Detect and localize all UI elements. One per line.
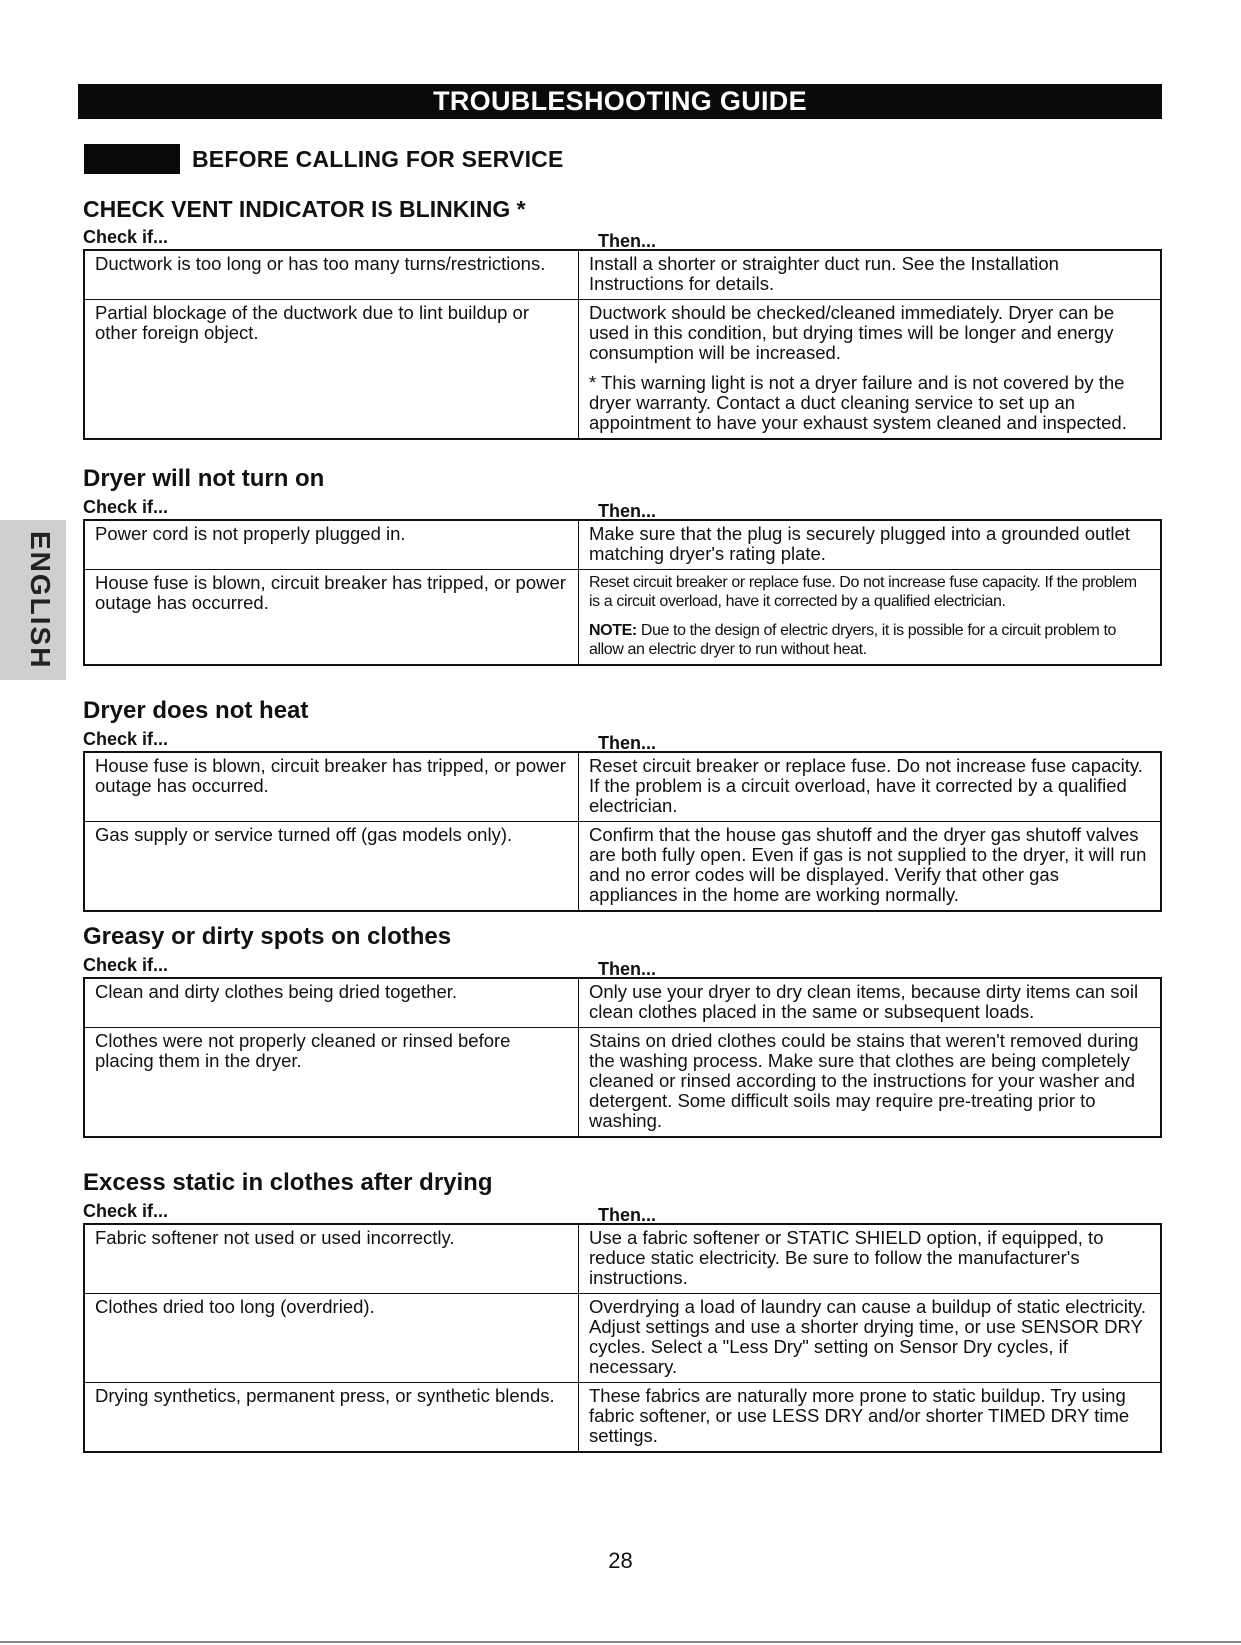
then-text: Overdrying a load of laundry can cause a buildup of static electricity. Adjust settings and use a shorter drying time, or use SENSOR DRY cycles. Select a "Less Dry" setting on Sensor Dry cycles, if necessary. (589, 1296, 1147, 1377)
then-text: Reset circuit breaker or replace fuse. Do not increase fuse capacity. If the problem is a circuit overload, have it corrected by a qualified electrician. (589, 574, 1137, 610)
then-cell (579, 822, 1162, 912)
then-text: Reset circuit breaker or replace fuse. Do not increase fuse capacity. If the problem is a circuit overload, have it corrected by a qualified electrician. (589, 755, 1143, 816)
troubleshooting-table (83, 519, 1162, 666)
column-headers (83, 1197, 1162, 1223)
then-cell (579, 1224, 1162, 1294)
check-cell: Partial blockage of the ductwork due to lint buildup or other foreign object. (84, 300, 579, 440)
check-cell: House fuse is blown, circuit breaker has tripped, or power outage has occurred. (84, 570, 579, 666)
then-header: Then... (598, 1205, 656, 1225)
table-row (84, 1028, 1161, 1138)
check-cell: Clothes dried too long (overdried). (84, 1294, 579, 1383)
check-cell: Ductwork is too long or has too many turns/restrictions. (84, 250, 579, 300)
section-excess-static (83, 1169, 1162, 1453)
then-cell (579, 520, 1162, 570)
then-cell (579, 752, 1162, 822)
section-title: Excess static in clothes after drying (83, 1169, 493, 1196)
section-check-vent (83, 195, 1162, 440)
check-cell: House fuse is blown, circuit breaker has tripped, or power outage has occurred. (84, 752, 579, 822)
check-cell: Clothes were not properly cleaned or rinsed before placing them in the dryer. (84, 1028, 579, 1138)
then-header: Then... (598, 501, 656, 521)
table-row (84, 1224, 1161, 1294)
table-row (84, 300, 1161, 440)
then-text: Make sure that the plug is securely plugged into a grounded outlet matching dryer's rating plate. (589, 523, 1130, 564)
then-text: Confirm that the house gas shutoff and the dryer gas shutoff valves are both fully open. Even if gas is not supplied to the dryer, it will run and no error codes will be displayed. Verify that other gas appliances in the home are working normally. (589, 824, 1147, 905)
table-row (84, 978, 1161, 1028)
then-text: Only use your dryer to dry clean items, because dirty items can soil clean clothes placed in the same or subsequent loads. (589, 981, 1139, 1022)
page-edge-divider (0, 1641, 1241, 1643)
check-if-header: Check if... (83, 1201, 169, 1221)
then-cell (579, 570, 1162, 666)
subheading-marker (84, 144, 180, 174)
subheading (84, 144, 564, 174)
table-row (84, 822, 1161, 912)
column-headers (83, 493, 1162, 519)
check-cell: Drying synthetics, permanent press, or synthetic blends. (84, 1383, 579, 1453)
subheading-text: BEFORE CALLING FOR SERVICE (192, 145, 564, 172)
page-banner: TROUBLESHOOTING GUIDE (78, 84, 1162, 119)
then-cell (579, 300, 1162, 440)
then-cell (579, 1383, 1162, 1453)
check-if-header: Check if... (83, 497, 169, 517)
section-greasy-spots (83, 923, 1162, 1138)
troubleshooting-table (83, 751, 1162, 912)
table-row (84, 520, 1161, 570)
table-row (84, 1383, 1161, 1453)
table-row (84, 1294, 1161, 1383)
then-cell (579, 250, 1162, 300)
check-if-header: Check if... (83, 227, 169, 247)
side-tab-label: ENGLISH (25, 530, 56, 670)
then-text: These fabrics are naturally more prone to static buildup. Try using fabric softener, or use LESS DRY and/or shorter TIMED DRY time settings. (589, 1385, 1130, 1446)
troubleshooting-table (83, 977, 1162, 1138)
warranty-footnote: * This warning light is not a dryer failure and is not covered by the dryer warranty. Contact a duct cleaning service to set up an appointment to have your exhaust system cleaned and inspected. (589, 372, 1127, 433)
then-text: Install a shorter or straighter duct run. See the Installation Instructions for details. (589, 253, 1059, 294)
check-cell: Fabric softener not used or used incorrectly. (84, 1224, 579, 1294)
section-title: Dryer will not turn on (83, 465, 325, 492)
check-cell: Clean and dirty clothes being dried together. (84, 978, 579, 1028)
table-row (84, 250, 1161, 300)
section-title: Dryer does not heat (83, 697, 309, 724)
then-header: Then... (598, 231, 656, 251)
section-dryer-does-not-heat (83, 697, 1162, 912)
language-side-tab (0, 520, 66, 680)
section-title: Greasy or dirty spots on clothes (83, 923, 452, 950)
section-dryer-will-not-turn-on (83, 465, 1162, 666)
then-cell (579, 978, 1162, 1028)
column-headers (83, 725, 1162, 751)
check-cell: Power cord is not properly plugged in. (84, 520, 579, 570)
troubleshooting-table (83, 1223, 1162, 1453)
table-row (84, 752, 1161, 822)
column-headers (83, 223, 1162, 249)
then-cell (579, 1294, 1162, 1383)
troubleshooting-table (83, 249, 1162, 440)
check-if-header: Check if... (83, 955, 169, 975)
table-row (84, 570, 1161, 666)
then-text: Stains on dried clothes could be stains that weren't removed during the washing process. Make sure that clothes are being completely cleaned or rinsed according to the instructions for your washer and detergent. Some difficult soils may require pre-treating prior to washing. (589, 1030, 1139, 1131)
then-header: Then... (598, 733, 656, 753)
page-number: 28 (608, 1548, 633, 1573)
note-label: NOTE: (589, 622, 637, 639)
column-headers (83, 951, 1162, 977)
check-cell: Gas supply or service turned off (gas models only). (84, 822, 579, 912)
then-cell (579, 1028, 1162, 1138)
check-if-header: Check if... (83, 729, 169, 749)
section-title: CHECK VENT INDICATOR IS BLINKING * (83, 196, 526, 222)
then-text: Ductwork should be checked/cleaned immediately. Dryer can be used in this condition, but drying times will be longer and energy consumption will be increased. (589, 302, 1115, 363)
note-paragraph (589, 621, 1150, 659)
note-text: Due to the design of electric dryers, it is possible for a circuit problem to allow an electric dryer to run without heat. (589, 622, 1117, 658)
then-text: Use a fabric softener or STATIC SHIELD option, if equipped, to reduce static electricity. Be sure to follow the manufacturer's instructions. (589, 1227, 1104, 1288)
then-header: Then... (598, 959, 656, 979)
